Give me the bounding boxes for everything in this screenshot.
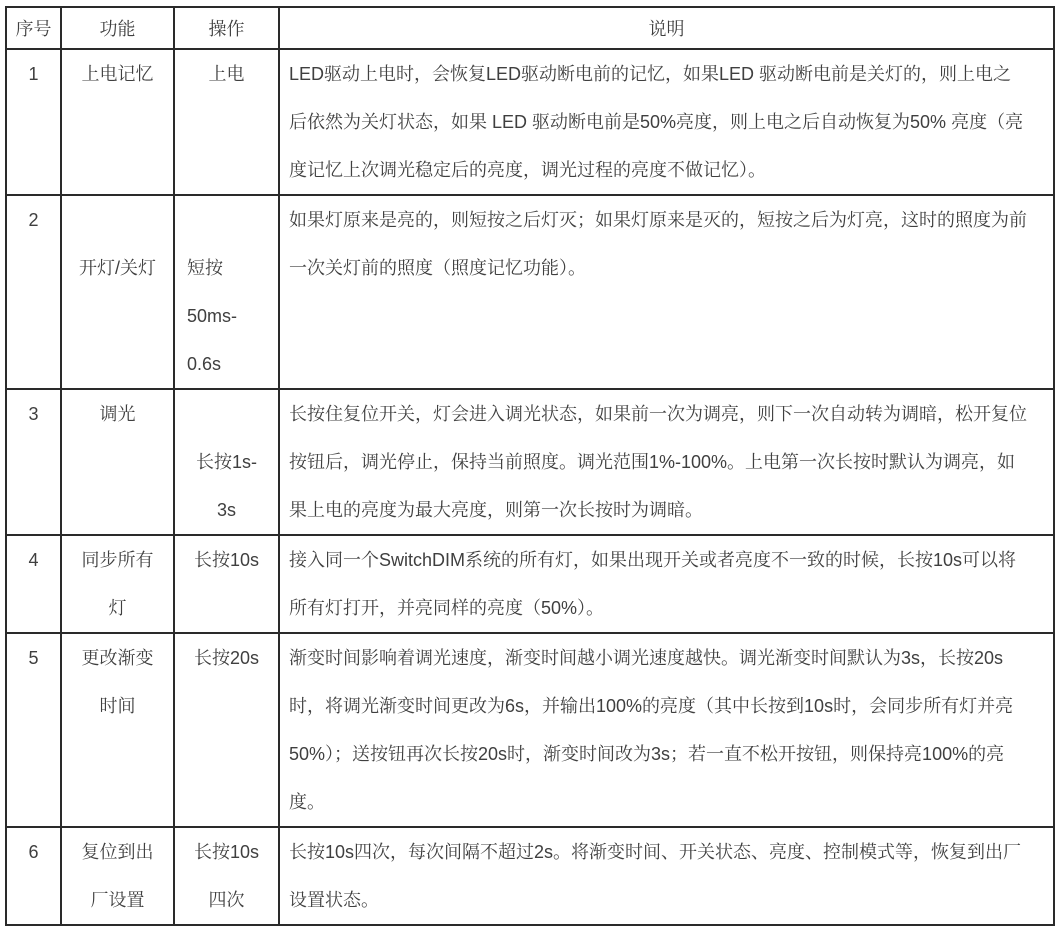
operation-cell (174, 49, 279, 195)
row-number: 4 (28, 550, 39, 570)
function-label: 时间 (99, 696, 136, 716)
function-label: 同步所有 (81, 550, 154, 570)
row-number: 2 (28, 210, 39, 230)
description-text: 如果灯原来是亮的，则短按之后灯灭；如果灯原来是灭的，短按之后为灯亮，这时的照度为前一次关灯前的照度（照度记忆功能）。 (289, 210, 1027, 278)
description-text: 长按住复位开关，灯会进入调光状态，如果前一次为调亮，则下一次自动转为调暗，松开复位按钮后，调光停止，保持当前照度。调光范围1%-100%。上电第一次长按时默认为调亮，如果上电的亮度为最大亮度，则第一次长按时为调暗。 (289, 404, 1027, 520)
table-row (6, 195, 1054, 389)
function-label: 复位到出 (81, 842, 154, 862)
operation-label: 短按 (187, 258, 223, 278)
row-number-cell (6, 49, 61, 195)
row-number: 3 (28, 404, 39, 424)
operation-label: 长按1s- (195, 452, 257, 472)
table-row (6, 633, 1054, 827)
function-label: 灯 (108, 598, 127, 618)
description-cell (279, 633, 1054, 827)
description-cell (279, 389, 1054, 535)
function-cell (61, 389, 174, 535)
table-row (6, 49, 1054, 195)
function-label: 调光 (99, 404, 136, 424)
function-cell (61, 195, 174, 389)
column-header-number: 序号 (6, 7, 61, 49)
row-number: 6 (28, 842, 39, 862)
table-row (6, 389, 1054, 535)
column-header-description: 说明 (279, 7, 1054, 49)
description-text: 接入同一个SwitchDIM系统的所有灯，如果出现开关或者亮度不一致的时候，长按10s可以将所有灯打开，并亮同样的亮度（50%）。 (289, 550, 1017, 618)
function-cell (61, 633, 174, 827)
operation-label: 四次 (208, 890, 245, 910)
column-header-function: 功能 (61, 7, 174, 49)
row-number: 1 (28, 64, 39, 84)
function-label: 开灯/关灯 (78, 258, 156, 278)
description-cell (279, 49, 1054, 195)
description-text: 长按10s四次，每次间隔不超过2s。将渐变时间、开关状态、亮度、控制模式等，恢复到出厂设置状态。 (289, 842, 1022, 910)
row-number-cell (6, 535, 61, 633)
description-cell (279, 827, 1054, 925)
operation-label: 50ms- (187, 306, 238, 326)
column-header-operation: 操作 (174, 7, 279, 49)
operation-label: 长按10s (193, 550, 260, 570)
operation-label: 3s (216, 500, 236, 520)
table-header-row (6, 7, 1054, 49)
operation-label: 长按10s (193, 842, 260, 862)
description-cell (279, 195, 1054, 389)
row-number-cell (6, 195, 61, 389)
function-label: 更改渐变 (81, 648, 154, 668)
function-label: 上电记忆 (81, 64, 154, 84)
description-cell (279, 535, 1054, 633)
description-text: LED驱动上电时，会恢复LED驱动断电前的记忆，如果LED 驱动断电前是关灯的，则上电之后依然为关灯状态，如果 LED 驱动断电前是50%亮度，则上电之后自动恢复为50% 亮度（亮度记忆上次调光稳定后的亮度，调光过程的亮度不做记忆）。 (289, 64, 1024, 180)
operation-cell (174, 633, 279, 827)
function-cell (61, 827, 174, 925)
table-row (6, 827, 1054, 925)
led-driver-function-table (5, 6, 1055, 926)
operation-label: 长按20s (193, 648, 260, 668)
operation-cell (174, 195, 279, 389)
function-cell (61, 535, 174, 633)
operation-cell (174, 389, 279, 535)
table-row (6, 535, 1054, 633)
row-number: 5 (28, 648, 39, 668)
row-number-cell (6, 633, 61, 827)
description-text: 渐变时间影响着调光速度，渐变时间越小调光速度越快。调光渐变时间默认为3s，长按20s时，将调光渐变时间更改为6s，并输出100%的亮度（其中长按到10s时，会同步所有灯并亮50%）；送按钮再次长按20s时，渐变时间改为3s；若一直不松开按钮，则保持亮100%的亮度。 (289, 648, 1014, 812)
row-number-cell (6, 827, 61, 925)
function-label: 厂设置 (90, 890, 145, 910)
row-number-cell (6, 389, 61, 535)
function-cell (61, 49, 174, 195)
operation-label: 0.6s (187, 354, 222, 374)
operation-cell (174, 827, 279, 925)
operation-label: 上电 (208, 64, 245, 84)
operation-cell (174, 535, 279, 633)
